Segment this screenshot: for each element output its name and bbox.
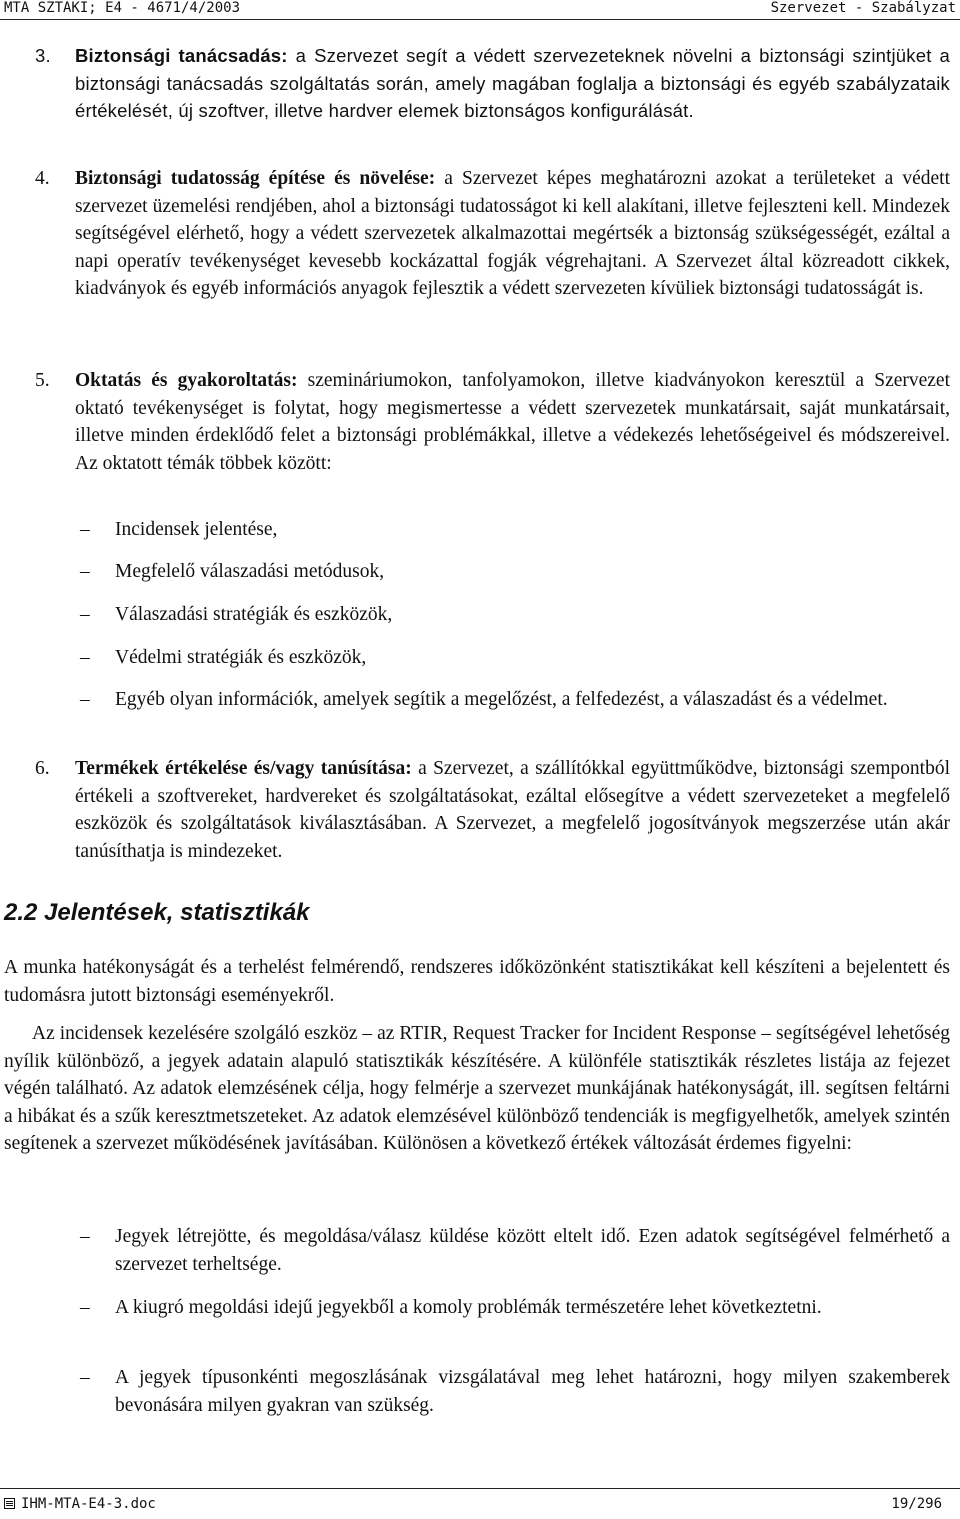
topic-list-item <box>80 516 950 544</box>
watch-text: Jegyek létrejötte, és megoldása/válasz küldése között eltelt idő. Ezen adatok segítségével felmérhető a szervezet terheltsége. <box>115 1226 950 1275</box>
dash-bullet: – <box>80 689 90 710</box>
footer-filename-text: IHM-MTA-E4-3.doc <box>21 1496 156 1512</box>
section-heading: 2.2 Jelentések, statisztikák <box>4 899 310 926</box>
watch-text: A kiugró megoldási idejű jegyekből a komoly problémák természetére lehet következtetni. <box>115 1297 822 1318</box>
item-number: 4. <box>35 168 50 189</box>
item-text: szemináriumokon, tanfolyamokon, illetve kiadványokon keresztül a Szervezet oktató tevékenységet is folytat, hogy megismertesse a védett szervezetek munkatársait, saját munkatársait, illetve minden érdeklődő felet a biztonsági problémákkal, illetve a védekezés lehetőségeivel és módszereivel. Az oktatott témák többek között: <box>75 370 951 474</box>
watch-text: A jegyek típusonkénti megoszlásának vizsgálatával meg lehet határozni, hogy milyen szakemberek bevonására milyen gyakran van szükség. <box>115 1367 950 1416</box>
item-text: a Szervezet képes meghatározni azokat a területeket a védett szervezet üzemelési rendjében, ahol a biztonsági tudatosságot ki kell alakítani, illetve fejleszteni kell. Mindezek segítségével elérhető, hogy a védett szervezetek alkalmazottai megértsék a biztonság szükségességét, ezáltal a napi operatív tevékenységet kevesebb kockázattal fogják végrehajtani. A Szervezet által közreadott cikkek, kiadványok és egyéb információs anyagok fejlesztik a védett szervezeten kívüliek biztonsági tudatosságát is. <box>75 168 950 300</box>
item-title: Termékek értékelése és/vagy tanúsítása: <box>75 758 412 779</box>
dash-bullet: – <box>80 1367 90 1388</box>
topic-text: Válaszadási stratégiák és eszközök, <box>115 604 393 625</box>
list-item-3 <box>35 42 950 125</box>
item-title: Biztonsági tudatosság építése és növelése: <box>75 168 436 189</box>
item-text: a Szervezet, a szállítókkal együttműködve, biztonsági szempontból értékeli a szoftvereket, hardvereket és szolgáltatásokat, ezáltal elősegítve a védett szervezeteket a megfelelő eszközök és szolgáltatások kiválasztásában. A Szervezet, a megfelelő jogosítványok megszerzése után akár tanúsíthatja is mindezeket. <box>75 758 950 862</box>
page-footer <box>0 1496 960 1516</box>
dash-bullet: – <box>80 604 90 625</box>
page-number: 19/296 <box>891 1496 942 1512</box>
dash-bullet: – <box>80 1297 90 1318</box>
footer-filename <box>4 1497 156 1511</box>
watch-list-item <box>80 1294 950 1322</box>
dash-bullet: – <box>80 647 90 668</box>
page-header <box>0 0 960 20</box>
header-document-id: MTA SZTAKI; E4 - 4671/4/2003 <box>4 0 241 16</box>
topic-text: Incidensek jelentése, <box>115 519 278 540</box>
item-title: Oktatás és gyakoroltatás: <box>75 370 298 391</box>
list-item-5 <box>35 367 950 477</box>
item-number: 3. <box>35 45 51 66</box>
item-text: a Szervezet segít a védett szervezeteknek növelni a biztonsági szintjüket a biztonsági tanácsadás szolgáltatás során, amely magában foglalja a biztonsági és egyéb szabályzataik értékelését, új szoftver, illetve hardver elemek biztonságos konfigurálását. <box>75 45 951 122</box>
dash-bullet: – <box>80 561 90 582</box>
topic-list-item <box>80 644 950 672</box>
footer-divider <box>0 1488 960 1489</box>
list-item-4 <box>35 165 950 303</box>
paragraph-intro: A munka hatékonyságát és a terhelést felmérendő, rendszeres időközönként statisztikákat kell készíteni a bejelentett és tudomásra jutott biztonsági eseményekről. <box>4 957 950 1006</box>
dash-bullet: – <box>80 519 90 540</box>
dash-bullet: – <box>80 1226 90 1247</box>
watch-list-item <box>80 1364 950 1419</box>
item-number: 6. <box>35 758 50 779</box>
document-icon <box>4 1498 15 1509</box>
topic-list-item <box>80 558 950 586</box>
list-item-6 <box>35 755 950 865</box>
item-number: 5. <box>35 370 50 391</box>
header-document-title: Szervezet - Szabályzat <box>770 0 956 16</box>
topic-text: Egyéb olyan információk, amelyek segítik a megelőzést, a felfedezést, a válaszadást és a védelmet. <box>115 689 888 710</box>
paragraph-rtir: Az incidensek kezelésére szolgáló eszköz – az RTIR, Request Tracker for Incident Response – segítségével lehetőség nyílik különböző, a jegyek adatain alapuló statisztikák készítésére. A különféle statisztikák részletes listája az fejezet végén található. Az adatok elemzésének célja, hogy felmérje a szervezet munkájának hatékonyságát, ill. segítsen feltárni a hibákat és a szűk keresztmetszeteket. Az adatok elemzésével különböző tendenciák is megfigyelhetők, amelyek szintén segítenek a szervezet működésének javításában. Különösen a következő értékek változását érdemes figyelni: <box>4 1023 950 1155</box>
topic-text: Védelmi stratégiák és eszközök, <box>115 647 367 668</box>
topic-text: Megfelelő válaszadási metódusok, <box>115 561 385 582</box>
item-title: Biztonsági tanácsadás: <box>75 45 288 66</box>
watch-list-item <box>80 1223 950 1278</box>
topic-list-item <box>80 601 950 629</box>
topic-list-item <box>80 686 950 714</box>
